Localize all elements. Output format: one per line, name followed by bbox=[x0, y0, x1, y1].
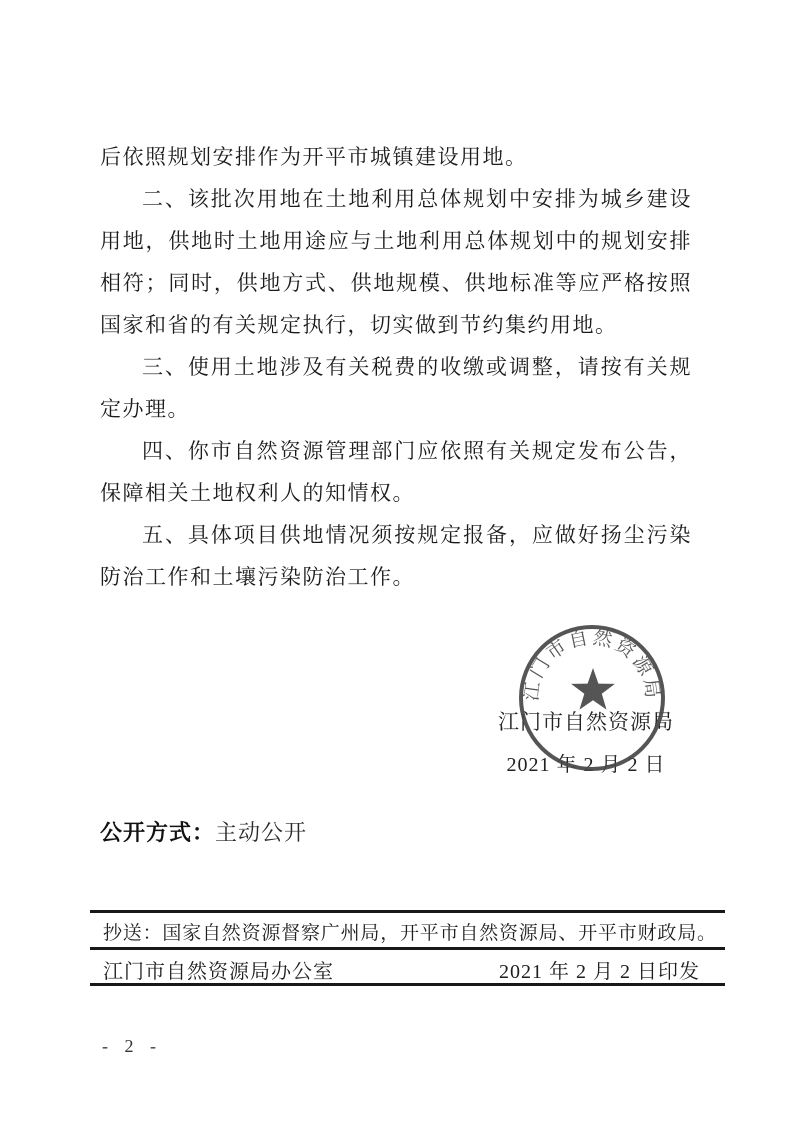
footer-rule-bottom bbox=[90, 983, 725, 986]
footer-cc-line: 抄送：国家自然资源督察广州局，开平市自然资源局、开平市财政局。 bbox=[103, 923, 717, 944]
page-number: - 2 - bbox=[102, 1036, 162, 1056]
official-seal-icon bbox=[515, 621, 669, 775]
seal-arc-text: 江门市自然资源局 bbox=[521, 627, 663, 703]
disclosure-line bbox=[100, 816, 307, 847]
footer-print-date: 2021 年 2 月 2 日印发 bbox=[499, 961, 700, 983]
signature-issuer: 江门市自然资源局 bbox=[498, 710, 674, 734]
signature-date: 2021 年 2 月 2 日 bbox=[506, 754, 666, 776]
paragraph-item-4: 四、你市自然资源管理部门应依照有关规定发布公告，保障相关土地权利人的知情权。 bbox=[100, 439, 692, 505]
paragraph-continuation: 后依照规划安排作为开平市城镇建设用地。 bbox=[100, 145, 528, 169]
document-body bbox=[100, 136, 692, 598]
disclosure-label: 公开方式： bbox=[100, 820, 216, 845]
footer-issuing-office: 江门市自然资源局办公室 bbox=[103, 961, 334, 983]
footer-rule-top bbox=[90, 910, 725, 913]
paragraph-item-3: 三、使用土地涉及有关税费的收缴或调整，请按有关规定办理。 bbox=[100, 355, 692, 421]
seal-star-icon bbox=[571, 668, 615, 710]
paragraph-item-2: 二、该批次用地在土地利用总体规划中安排为城乡建设用地，供地时土地用途应与土地利用总体规划中的规划安排相符；同时，供地方式、供地规模、供地标准等应严格按照国家和省的有关规定执行，切实做到节约集约用地。 bbox=[100, 187, 692, 337]
disclosure-value: 主动公开 bbox=[215, 820, 308, 845]
footer-office-row bbox=[103, 955, 700, 984]
footer-rule-middle bbox=[90, 947, 725, 950]
paragraph-item-5: 五、具体项目供地情况须按规定报备，应做好扬尘污染防治工作和土壤污染防治工作。 bbox=[100, 523, 692, 589]
